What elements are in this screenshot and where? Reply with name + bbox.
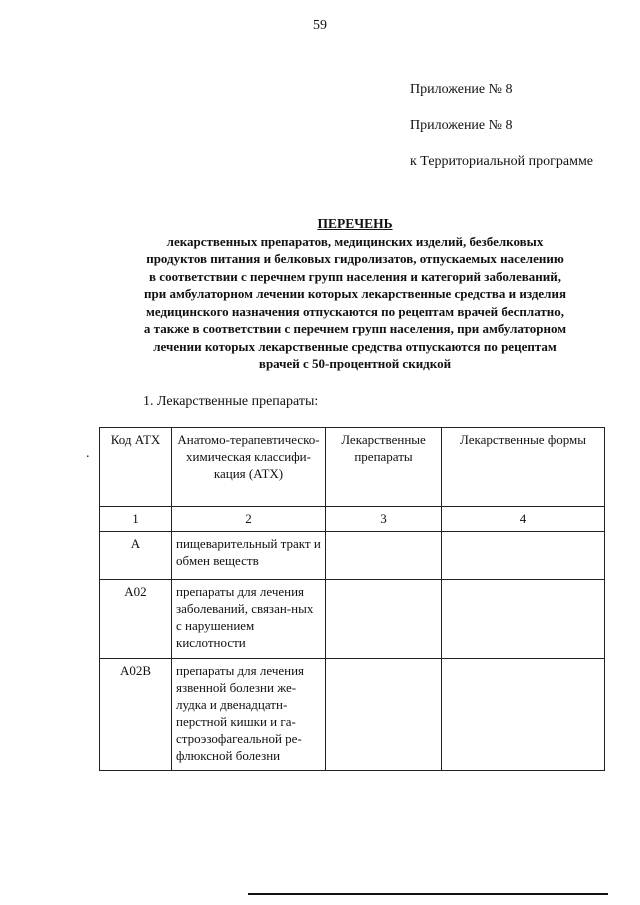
table-header-row xyxy=(100,428,605,507)
drug-cell xyxy=(326,659,442,771)
atc-classification: пищеварительный тракт и обмен веществ xyxy=(172,532,326,580)
appendix-label: Приложение № 8 xyxy=(410,82,513,97)
section-title: 1. Лекарственные препараты: xyxy=(143,394,319,409)
drug-table xyxy=(99,427,605,771)
column-header-code: Код АТХ xyxy=(100,428,172,507)
heading-line: врачей с 50-процентной скидкой xyxy=(258,356,452,371)
atc-code: А02В xyxy=(100,659,172,771)
heading-line: в соответствии с перечнем групп населения и категорий заболеваний, xyxy=(149,268,561,284)
column-number: 1 xyxy=(100,507,172,532)
form-cell xyxy=(442,580,605,659)
document-title: ПЕРЕЧЕНЬ xyxy=(317,216,393,231)
appendix-program: к Территориальной программе xyxy=(410,154,594,169)
heading-line: а также в соответствии с перечнем групп населения, при амбулаторном xyxy=(143,321,567,336)
column-number: 2 xyxy=(172,507,326,532)
form-cell xyxy=(442,659,605,771)
column-number: 3 xyxy=(326,507,442,532)
table-row xyxy=(100,532,605,580)
column-header-forms: Лекарственные формы xyxy=(442,428,605,507)
atc-classification: препараты для лечения заболеваний, связан-ных с нарушением кислотности xyxy=(172,580,326,659)
table-row xyxy=(100,580,605,659)
appendix-label-repeat: Приложение № 8 xyxy=(410,118,513,133)
page-number: 59 xyxy=(313,18,327,33)
drug-cell xyxy=(326,532,442,580)
heading-line: медицинского назначения отпускаются по рецептам врачей бесплатно, xyxy=(146,303,564,319)
document-heading xyxy=(100,215,610,373)
bottom-rule xyxy=(248,893,608,895)
atc-code: А xyxy=(100,532,172,580)
atc-classification: препараты для лечения язвенной болезни же-лудка и двенадцатн-перстной кишки и га-строэзофагеальной ре-флюксной болезни xyxy=(172,659,326,771)
table-row xyxy=(100,659,605,771)
heading-line: лекарственных препаратов, медицинских изделий, безбелковых xyxy=(166,233,544,249)
column-header-classification: Анатомо-терапевтическо-химическая классифи-кация (АТХ) xyxy=(172,428,326,507)
column-header-drugs: Лекарственные препараты xyxy=(326,428,442,507)
margin-mark: . xyxy=(86,446,90,461)
heading-line: при амбулаторном лечении которых лекарственные средства и изделия xyxy=(144,286,566,301)
heading-line: лечении которых лекарственные средства отпускаются по рецептам xyxy=(153,338,557,354)
column-number: 4 xyxy=(442,507,605,532)
heading-line: продуктов питания и белковых гидролизатов, отпускаемых населению xyxy=(146,251,564,266)
drug-cell xyxy=(326,580,442,659)
atc-code: А02 xyxy=(100,580,172,659)
form-cell xyxy=(442,532,605,580)
column-number-row xyxy=(100,507,605,532)
